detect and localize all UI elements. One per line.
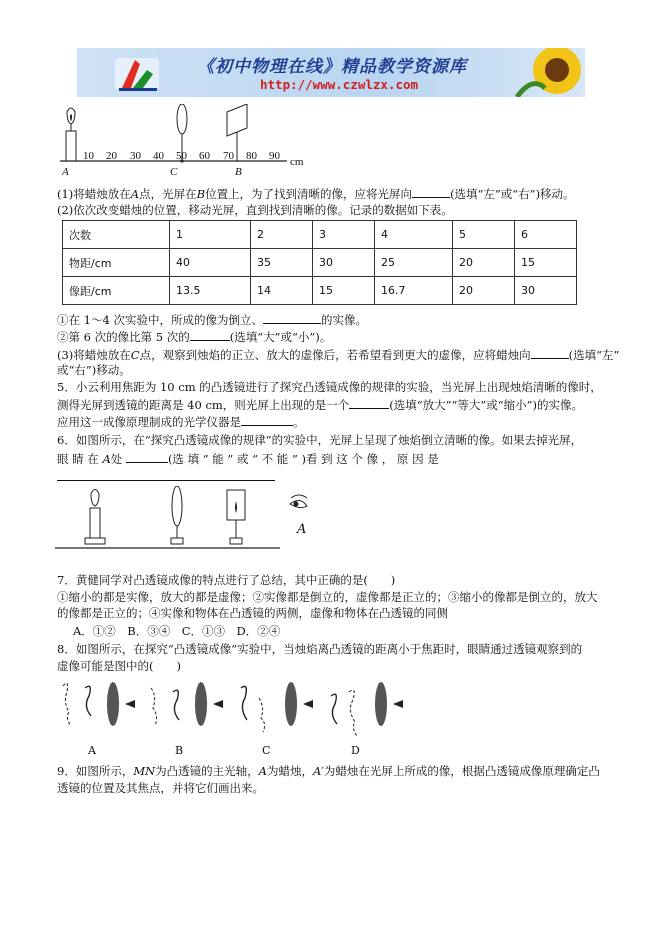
question-line: ①缩小的都是实像，放大的都是虚像；②实像都是倒立的，虚像都是正立的；③缩小的像都是倒立的，放大 (57, 590, 598, 604)
question-line (57, 397, 583, 412)
table-cell: 40 (170, 249, 251, 277)
question-line (57, 329, 331, 344)
candle-icon (85, 490, 105, 545)
table-cell: 20 (453, 277, 515, 305)
answer-blank[interactable] (531, 347, 569, 359)
question-line: 6．如图所示，在“探究凸透镜成像的规律”的实验中，光屏上呈现了烛焰倒立清晰的像。如果去掉光屏， (57, 433, 583, 447)
option-label: D (351, 744, 360, 757)
q6-drawing (55, 486, 325, 556)
table-cell: 6 (515, 221, 577, 249)
sunflower-icon (517, 48, 581, 97)
banner-url: http://www.czwlzx.com (260, 77, 419, 92)
answer-options: A．①② B．③④ C．①③ D．②④ (73, 624, 281, 638)
table-cell: 16.7 (375, 277, 453, 305)
eye-label: A (297, 522, 307, 537)
axis-label: MN (133, 764, 156, 778)
question-line: 5．小云利用焦距为 10 cm 的凸透镜进行了探究凸透镜成像的规律的实验，当光屏上出现烛焰清晰的像时， (57, 380, 602, 394)
option-c-figure (241, 682, 313, 732)
table-cell: 5 (453, 221, 515, 249)
table-cell: 30 (313, 249, 375, 277)
question-line: 虚像可能是图中的( ) (57, 659, 181, 673)
text: 应用这一成像原理制成的光学仪器是 (57, 415, 241, 429)
point-a: A (102, 452, 111, 466)
question-line: 或“右”)移动。 (57, 363, 131, 377)
text: ①在 1～4 次实验中，所成的像为倒立、 (57, 313, 263, 327)
text: (选填“放大”“等大”或“缩小”)的实像。 (389, 398, 584, 412)
table-row (63, 277, 577, 305)
table-cell: 13.5 (170, 277, 251, 305)
table-cell: 3 (313, 221, 375, 249)
text: 测得光屏到透镜的距离是 40 cm，则光屏上出现的是一个 (57, 398, 350, 412)
question-line: 的像都是正立的；④实像和物体在凸透镜的两侧，虚像和物体在凸透镜的同侧 (57, 606, 448, 620)
text: ②第 6 次的像比第 5 次的 (57, 330, 190, 344)
question-line (57, 186, 575, 201)
point-b: B (196, 187, 206, 201)
question-line: 7．黄健同学对凸透镜成像的特点进行了总结，其中正确的是( ) (57, 573, 396, 587)
answer-blank[interactable] (412, 186, 450, 198)
text: 为蜡烛， (266, 764, 313, 778)
table-row (63, 221, 577, 249)
point-label-c: C (170, 166, 178, 178)
tick-label: 70 (223, 150, 234, 162)
tick-label: 90 (269, 150, 280, 162)
q6-figure (55, 486, 325, 556)
point-label-b: B (235, 166, 242, 178)
answer-blank[interactable] (57, 468, 275, 481)
answer-blank[interactable] (126, 451, 168, 463)
question-line (57, 312, 367, 327)
table-cell: 1 (170, 221, 251, 249)
optical-bench-drawing (55, 104, 315, 182)
table-cell: 35 (251, 249, 313, 277)
text: 9．如图所示， (57, 764, 134, 778)
question-line: (2)依次改变蜡烛的位置，移动光屏，直到找到清晰的像。记录的数据如下表。 (57, 203, 453, 217)
q8-drawing (55, 678, 415, 760)
text: 为凸透镜的主光轴， (155, 764, 259, 778)
tick-label: 30 (130, 150, 141, 162)
option-label: A (88, 744, 96, 757)
table-cell: 15 (313, 277, 375, 305)
tick-label: 10 (83, 150, 94, 162)
question-line (57, 764, 600, 778)
text: (选填“大”或“小”)。 (229, 330, 332, 344)
answer-blank[interactable] (241, 414, 293, 426)
eye-icon (290, 495, 307, 508)
lens-icon (171, 486, 183, 544)
option-a-figure (63, 682, 135, 726)
header-banner (77, 48, 585, 97)
text: 眼 睛 在 (57, 452, 99, 466)
table-cell: 像距/cm (63, 277, 170, 305)
option-b-figure (151, 682, 223, 726)
table-cell: 14 (251, 277, 313, 305)
table-cell: 次数 (63, 221, 170, 249)
text: (3)将蜡烛放在 (57, 348, 131, 362)
text: 位置上，为了找到清晰的像，应将光屏向 (205, 187, 413, 201)
option-d-figure (331, 682, 403, 736)
answer-blank[interactable] (349, 397, 389, 409)
table-cell: 4 (375, 221, 453, 249)
text: 处 (110, 452, 123, 466)
text: 为蜡烛在光屏上所成的像，根据凸透镜成像原理确定凸 (323, 764, 600, 778)
option-label: C (262, 744, 271, 757)
banner-title: 《初中物理在线》精品教学资源库 (197, 57, 467, 77)
text: 点，光屏在 (139, 187, 197, 201)
candle-icon (66, 108, 76, 161)
point-a: A (130, 187, 140, 201)
text: (1)将蜡烛放在 (57, 187, 131, 201)
point-label-a: A (62, 166, 69, 178)
question-line (57, 347, 619, 362)
text: (选填“左” (568, 348, 620, 362)
text: 点，观察到烛焰的正立、放大的虚像后，若希望看到更大的虚像，应将蜡烛向 (139, 348, 531, 362)
data-table (62, 220, 577, 305)
table-cell: 20 (453, 249, 515, 277)
option-label: B (175, 744, 184, 757)
point-a: A (258, 764, 267, 778)
question-line (57, 451, 439, 466)
table-cell: 2 (251, 221, 313, 249)
question-line: 8．如图所示，在探究“凸透镜成像”实验中，当烛焰离凸透镜的距离小于焦距时，眼睛通过透镜观察到的 (57, 642, 583, 656)
table-cell: 30 (515, 277, 577, 305)
text: (选 填 “ 能 ” 或 “ 不 能 ” )看 到 这 个 像 ， 原 因 是 (167, 452, 439, 466)
answer-blank[interactable] (190, 329, 230, 341)
optical-bench-figure (55, 104, 315, 182)
q8-figure (55, 678, 415, 760)
tick-label: 60 (199, 150, 210, 162)
question-line (57, 414, 305, 429)
table-cell: 25 (375, 249, 453, 277)
table-cell: 15 (515, 249, 577, 277)
text: 。 (293, 415, 305, 429)
text: (选填“左”或“右”)移动。 (450, 187, 575, 201)
site-logo-icon (115, 58, 159, 91)
tick-label: 20 (106, 150, 117, 162)
tick-label: 40 (153, 150, 164, 162)
tick-label: 80 (246, 150, 257, 162)
question-line: 透镜的位置及其焦点，并将它们画出来。 (57, 781, 264, 795)
text: 的实像。 (320, 313, 367, 327)
point-c: C (130, 348, 140, 362)
tick-label: 50 (176, 150, 187, 162)
table-cell: 物距/cm (63, 249, 170, 277)
answer-blank[interactable] (263, 312, 321, 324)
point-a-prime: A′ (312, 764, 324, 778)
screen-icon (227, 490, 245, 544)
table-row (63, 249, 577, 277)
unit-label: cm (290, 156, 304, 168)
